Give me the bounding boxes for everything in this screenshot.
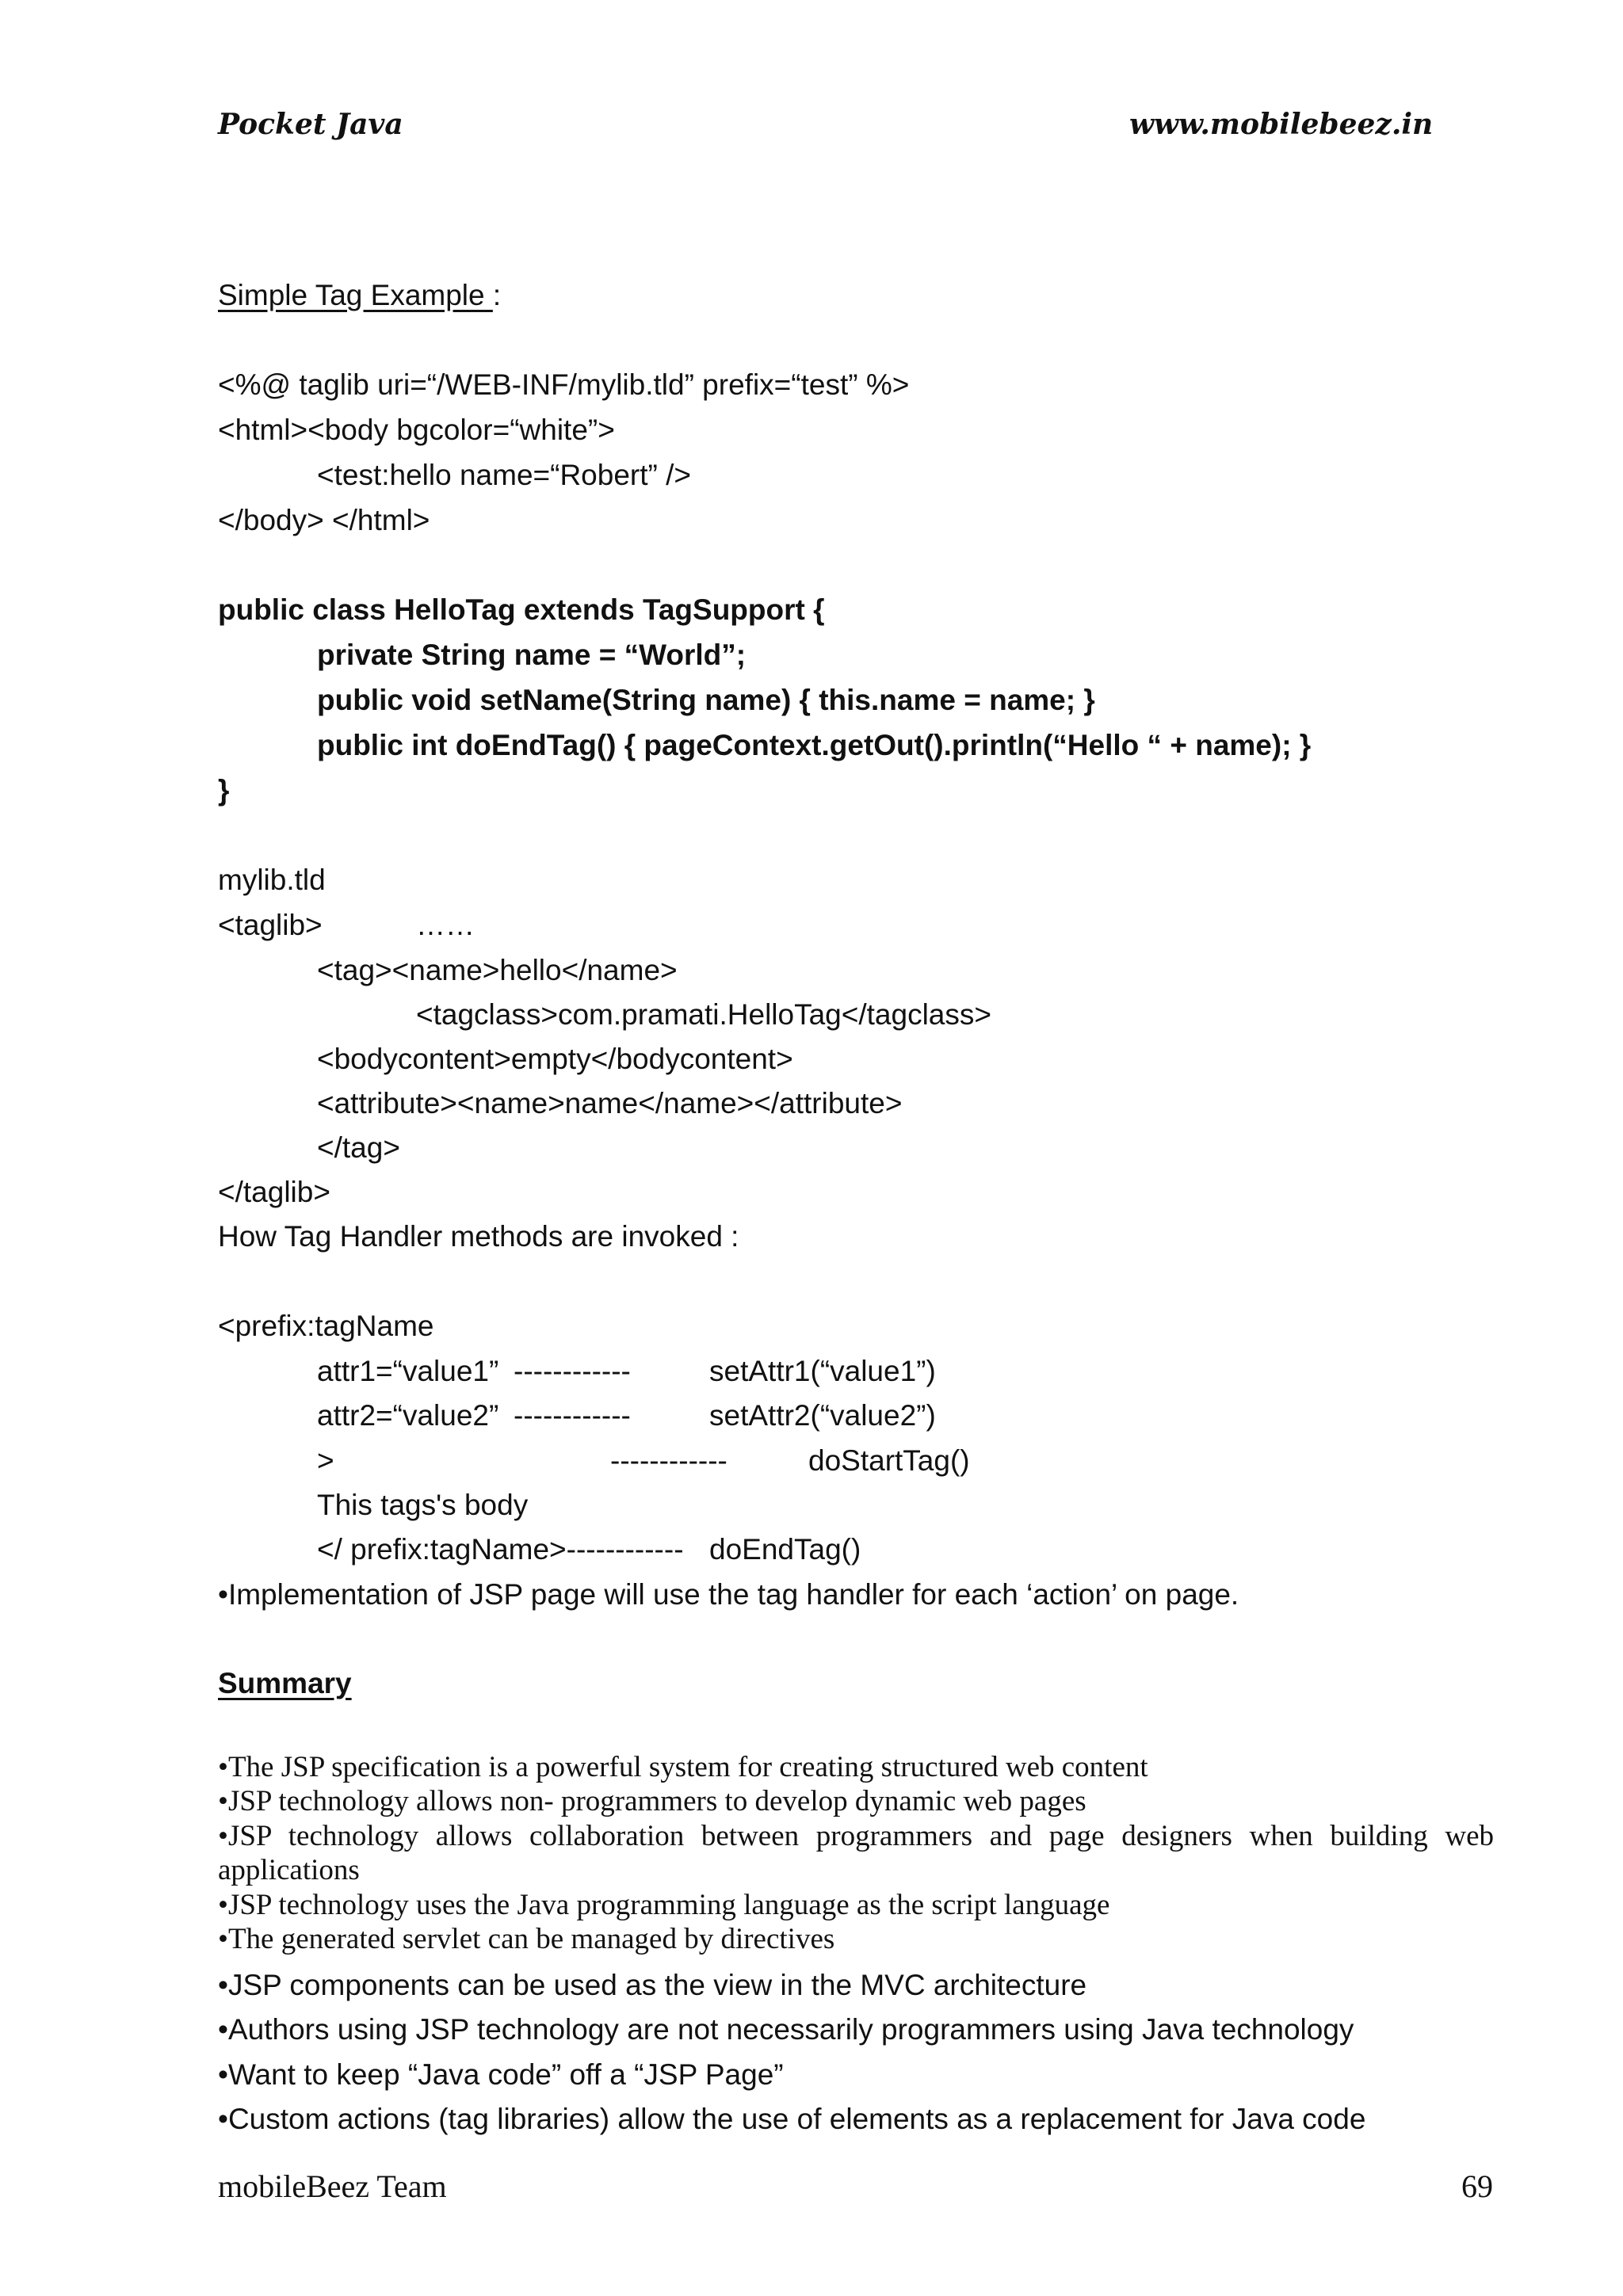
tld-line: <tagclass>com.pramati.HelloTag</tagclass> [416, 998, 991, 1031]
section-title [218, 280, 501, 310]
invocation-dash3: ------------ [610, 1444, 727, 1477]
invocation-call1: setAttr1(“value1”) [709, 1355, 936, 1387]
tld-filename: mylib.tld [218, 864, 326, 896]
tld-ellipsis: …… [416, 909, 475, 941]
summary-bullet: •Custom actions (tag libraries) allow the use of elements as a replacement for Java code [218, 2103, 1366, 2135]
tld-line: <tag><name>hello</name> [317, 954, 678, 986]
jsp-line: <html><body bgcolor=“white”> [218, 414, 615, 446]
invocation-heading: How Tag Handler methods are invoked : [218, 1220, 739, 1253]
java-line: private String name = “World”; [317, 639, 747, 671]
footer-team: mobileBeez Team [218, 2168, 447, 2204]
tld-open: <taglib> [218, 909, 323, 941]
summary-bullet: •JSP technology allows collaboration between programmers and page designers when building web [218, 1820, 1494, 1852]
tld-line: </tag> [317, 1131, 400, 1164]
implementation-note: •Implementation of JSP page will use the tag handler for each ‘action’ on page. [218, 1578, 1239, 1611]
summary-bullet: •JSP technology uses the Java programming language as the script language [218, 1889, 1110, 1921]
section-title-colon: : [492, 279, 502, 311]
invocation-dash1: ------------ [514, 1355, 631, 1387]
invocation-call2: setAttr2(“value2”) [709, 1399, 936, 1432]
summary-bullet: •JSP technology allows non- programmers to develop dynamic web pages [218, 1785, 1086, 1817]
java-line: public int doEndTag() { pageContext.getOut().println(“Hello “ + name); } [317, 729, 1312, 761]
summary-bullet: •Want to keep “Java code” off a “JSP Page” [218, 2058, 784, 2091]
tld-close: </taglib> [218, 1176, 330, 1208]
summary-bullet-continuation: applications [218, 1854, 360, 1886]
summary-bullet: •The JSP specification is a powerful system for creating structured web content [218, 1751, 1148, 1783]
invocation-body: This tags's body [317, 1489, 529, 1521]
section-title-text: Simple Tag Example [218, 279, 493, 311]
java-line: public class HelloTag extends TagSupport { [218, 593, 825, 626]
invocation-call3: doStartTag() [808, 1444, 970, 1477]
header-title: Pocket Java [218, 108, 403, 141]
header-website: www.mobilebeez.in [1129, 108, 1434, 141]
invocation-call4: doEndTag() [709, 1533, 861, 1566]
summary-bullet: •Authors using JSP technology are not necessarily programmers using Java technology [218, 2013, 1354, 2046]
tld-line: <bodycontent>empty</bodycontent> [317, 1043, 793, 1075]
tld-line: <attribute><name>name</name></attribute> [317, 1087, 903, 1119]
summary-bullet: •The generated servlet can be managed by directives [218, 1923, 835, 1955]
java-line: } [218, 774, 230, 807]
java-line: public void setName(String name) { this.name = name; } [317, 684, 1095, 716]
invocation-dash2: ------------ [514, 1399, 631, 1432]
jsp-line: <%@ taglib uri=“/WEB-INF/mylib.tld” prefix=“test” %> [218, 368, 910, 401]
summary-bullet: •JSP components can be used as the view in the MVC architecture [218, 1969, 1087, 2001]
page-number: 69 [1461, 2168, 1493, 2204]
invocation-gt: > [317, 1444, 334, 1477]
jsp-line: </body> </html> [218, 504, 430, 536]
invocation-close-tag: </ prefix:tagName>------------ [317, 1533, 684, 1566]
summary-title: Summary [218, 1667, 352, 1699]
invocation-attr1: attr1=“value1” [317, 1355, 499, 1387]
invocation-attr2: attr2=“value2” [317, 1399, 499, 1432]
jsp-line: <test:hello name=“Robert” /> [317, 459, 692, 491]
invocation-open-tag: <prefix:tagName [218, 1310, 434, 1342]
